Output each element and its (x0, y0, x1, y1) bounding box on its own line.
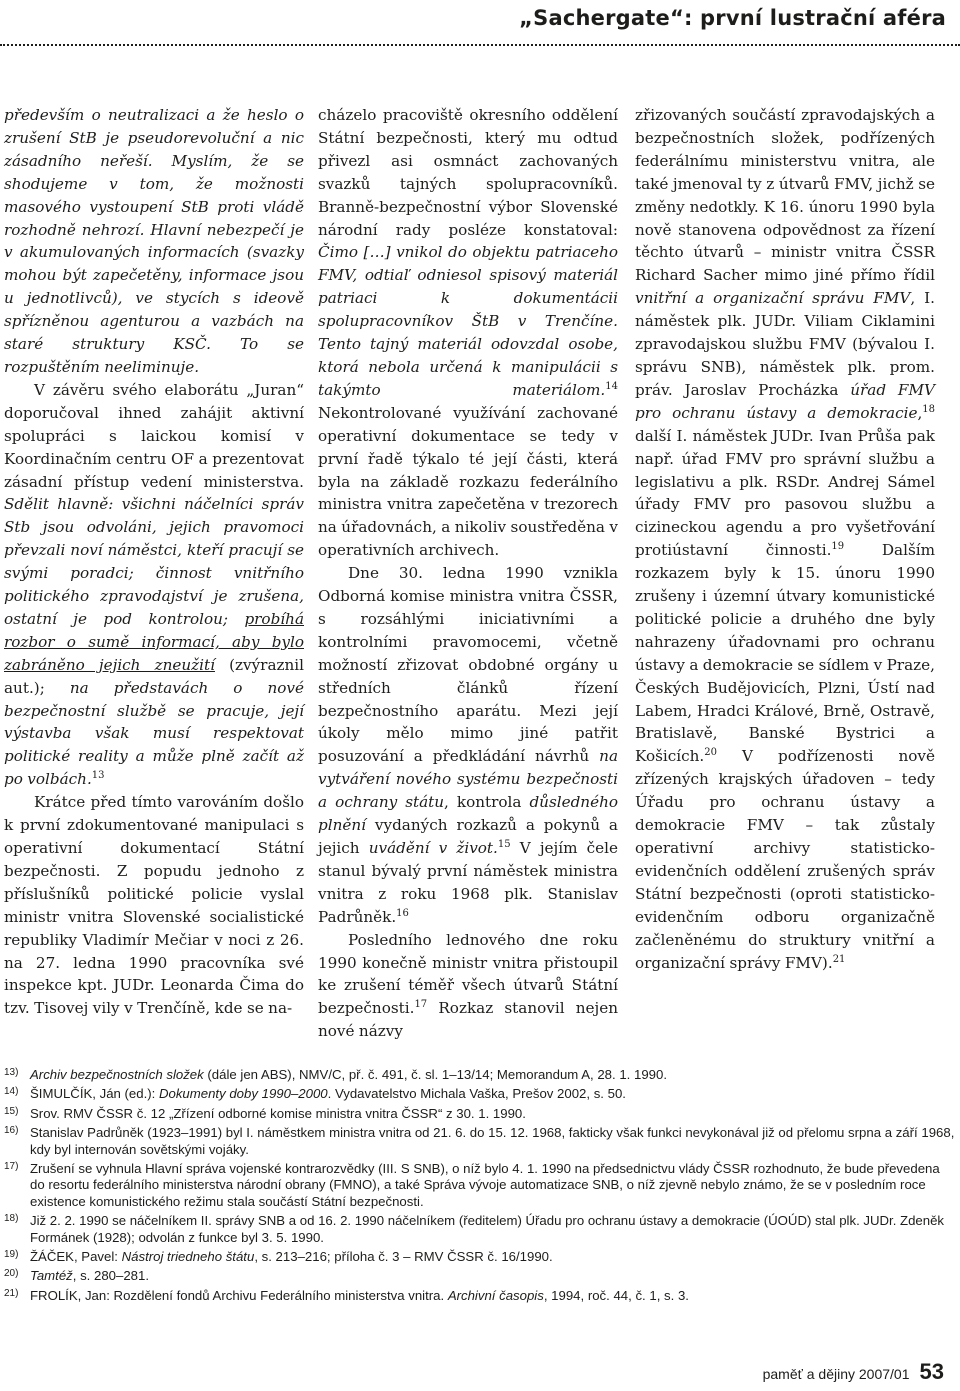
footnote (4, 1288, 956, 1304)
quote-text: Sdělit hlavně: všichni náčelníci správ Stb jsou odvoláni, jejich pravomoci převzali noví náměstci, kteří pracují se svými poradci; činnost vnitřního politického zpravodajství je zrušena, ostatní je pod kontrolou; (4, 495, 304, 628)
footnote-rest: , s. 213–216; příloha č. 3 – RMV ČSSR č. 16/1990. (254, 1249, 553, 1265)
footnote-text: Již 2. 2. 1990 se náčelníkem II. správy SNB a od 16. 2. 1990 náčelníkem (ředitelem) Úřadu pro ochranu ústavy a demokracie (ÚOÚD) stal plk. JUDr. Zdeněk Formánek (1928); odvolán z funkce byl 3. 5. 1990. (30, 1213, 945, 1245)
footnote-rest: , 1994, roč. 44, č. 1, s. 3. (543, 1287, 689, 1303)
paragraph (4, 791, 304, 1020)
quote-text: uvádění v život. (368, 839, 498, 857)
footnote-text (30, 1086, 956, 1102)
footnote-number: 15) (4, 1105, 19, 1117)
footnote-text (30, 1268, 956, 1284)
footnote (4, 1268, 956, 1284)
paragraph (318, 104, 618, 562)
paragraph (635, 104, 935, 974)
footnote-italic: Archivní časopis (447, 1287, 544, 1303)
quote-text: vnitřní a organizační správu FMV (635, 289, 911, 308)
footnote-ref: 18 (922, 403, 935, 415)
text-run: vydaných rozkazů a pokynů a jejich (318, 816, 618, 857)
footnote-ref: 17 (414, 999, 428, 1011)
text-run: Krátce před tímto varováním došlo k první zdokumentované manipulaci s operativní dokumentací Státní bezpečnosti. Z popudu jednoho z příslušníků politické policie vyslal ministr vnitra Slovenské socialistické republiky Vladimír Mečiar v noci z 26. na 27. ledna 1990 pracovníka své inspekce kpt. JUDr. Leonarda Čima do tzv. Tisovej vily v Trenčíně, kde se na- (4, 793, 304, 1018)
quote-text: na představách o nové bezpečnostní službě se pracuje, její výstavba však musí respektovat politické reality a může plně začít až po volbách. (4, 678, 304, 789)
footnote-text: Stanislav Padrůněk (1923–1991) byl I. náměstkem ministra vnitra od 21. 6. do 15. 12. 1968, fakticky však funkci nevykonával již od přelomu srpna a září 1968, kdy byl internován sovětskými vojáky. (30, 1125, 955, 1157)
text-column-3 (635, 104, 935, 974)
text-run: zřizovaných součástí zpravodajských a bezpečnostních složek, podřízených federálnímu ministerstvu vnitra, ale také jmenoval ty z útvarů FMV, jichž se změny nedotkly. K 16. únoru 1990 byla nově stanovena odpovědnost za řízení těchto útvarů – ministr vnitra ČSSR Richard Sacher mimo jiné přímo řídil (635, 106, 935, 285)
text-run: V jejím čele stanul bývalý první náměstek ministra vnitra z roku 1968 plk. Stanislav Padrůněk. (318, 839, 618, 926)
text-run: V závěru svého elaborátu „Juran“ doporučoval ihned zahájit aktivní spolupráci s laickou komisí v Koordinačním centru OF a prezentovat zásadní přístup vedení ministerstva. (4, 380, 304, 491)
quote-text: důsledného plnění (318, 793, 618, 835)
text-column-2 (318, 104, 618, 1043)
text-column-1 (4, 104, 304, 1020)
text-run: Posledního lednového dne roku 1990 konečně ministr vnitra přistoupil ke zrušení téměř všech útvarů Státní bezpečnosti. (318, 930, 618, 1018)
quote-text: především o neutralizaci a že heslo o zrušení StB je pseudorevoluční a nic zásadního neřeší. Myslím, že se shodujeme v tom, že možnosti masového vystoupení StB proti vládě rozhodně nehrozí. Hlavní nebezpečí je v akumulovaných informacích (svazky mohou být zapečetěny, informace jsou u jednotlivců), ve stycích s ideově spřízněnou agenturou a vazbách na staré struktury KSČ. To se rozpuštěním neeliminuje. (4, 106, 304, 376)
footnote-italic: Dokumenty doby 1990–2000 (158, 1086, 328, 1102)
text-run: Nekontrolované využívání zachované operativní dokumentace se tedy v první řadě týkalo té její části, která byla na základě rozkazu federálního ministra vnitra zapečetěna v trezorech na úřadovnách, a nikoliv soustředěna v operativních archivech. (318, 403, 618, 560)
footnote-ref: 16 (396, 907, 409, 919)
footnote-ref: 20 (704, 747, 717, 759)
footnote-ref: 13 (91, 770, 105, 782)
footnote-ref: 21 (832, 953, 846, 965)
footnote (4, 1249, 956, 1265)
footnote-number: 20) (4, 1268, 19, 1280)
footnote-rest: . Vydavatelstvo Michala Vaška, Prešov 2002, s. 50. (327, 1086, 626, 1102)
footnote-rest: (dále jen ABS), NMV/C, př. č. 491, č. sl. 1–13/14; Memorandum A, 28. 1. 1990. (203, 1067, 667, 1082)
footnote-ref: 14 (605, 380, 618, 392)
footnote-number: 18) (4, 1213, 19, 1225)
footnotes (4, 1067, 956, 1307)
footnote (4, 1125, 956, 1158)
footnote-number: 13) (4, 1067, 19, 1078)
footnote-ref: 15 (497, 839, 511, 850)
footnote-number: 16) (4, 1125, 19, 1137)
footnote (4, 1086, 956, 1102)
page-number: 53 (919, 1359, 944, 1384)
footnote-text: Srov. RMV ČSSR č. 12 „Zřízení odborné komise ministra vnitra ČSSR“ z 30. 1. 1990. (30, 1105, 526, 1121)
page-footer (763, 1359, 944, 1385)
footnote-pre: ŠIMULČÍK, Ján (ed.): (30, 1086, 159, 1102)
footnote-italic: Archiv bezpečnostních složek (30, 1067, 204, 1082)
footnote-pre: FROLÍK, Jan: Rozdělení fondů Archivu Federálního ministerstva vnitra. (30, 1287, 448, 1303)
footnote-number: 14) (4, 1086, 19, 1098)
footnote-text (30, 1288, 956, 1304)
footnote (4, 1161, 956, 1210)
footnote-italic: Nástroj triedneho štátu (121, 1249, 255, 1265)
quote-text: úřad FMV pro ochranu ústavy a demokracie (635, 380, 935, 422)
paragraph (4, 104, 304, 379)
text-run: (zvýraznil aut.); (4, 655, 304, 697)
text-run: , I. náměstek plk. JUDr. Viliam Ciklamini zpravodajskou službu FMV (bývalou I. správu SNB), náměstek plk. prom. práv. Jaroslav Procházka (635, 289, 935, 399)
footnote-text: Zrušení se vyhnula Hlavní správa vojenské kontrarozvědky (III. S SNB), o níž bylo 4. 1. 1990 na předsednictvu vlády ČSSR rozhodnuto, že bude převedena do resortu federálního ministerstva národní obrany (FMNO), a také Správa vývoje automatizace SNB, o níž zjevně nebylo známo, že se v posledním roce existence komunistického režimu stala součástí Státní bezpečnosti. (30, 1161, 940, 1209)
footnote-pre: ŽÁČEK, Pavel: (30, 1249, 122, 1265)
magazine-issue: paměť a dějiny 2007/01 (762, 1366, 910, 1382)
footnote-number: 17) (4, 1161, 19, 1173)
text-run: Rozkaz stanovil nejen nové názvy (318, 999, 618, 1041)
text-run: cházelo pracoviště okresního oddělení Státní bezpečnosti, který mu odtud přivezl asi osmnáct zachovaných svazků tajných spolupracovníků. Branně-bezpečnostní výbor Slovenské národní rady posléze konstatoval: (318, 106, 618, 239)
quote-text: Čimo […] vnikol do objektu patriaceho FMV, odtiaľ odniesol spisový materiál patriaci k dokumentácii spolupracovníkov ŠtB v Trenčíne. Tento tajný materiál odovzdal osobe, ktorá nebola určená k manipulácii s takýmto materiálom. (318, 243, 618, 399)
running-header: „Sachergate“: první lustrační aféra (519, 6, 946, 30)
footnote-number: 19) (4, 1249, 19, 1261)
footnote-italic: Tamtéž (30, 1268, 73, 1284)
footnote (4, 1067, 956, 1083)
paragraph (318, 929, 618, 1044)
footnote (4, 1213, 956, 1246)
paragraph (4, 379, 304, 791)
text-run: V podřízenosti nově zřízených krajských úřadoven – tedy Úřadu pro ochranu ústavy a demokracie FMV – tak zůstaly operativní archivy statisticko-evidenčních oddělení zrušených správ Státní bezpečnosti (oproti statisticko-evidenčním odboru organizačně začleněnému do struktury vnitřní a organizační správy FMV). (635, 747, 935, 972)
text-run: další I. náměstek JUDr. Ivan Průša pak např. úřad FMV pro správní službu a legislativu a plk. RSDr. Andrej Sámel úřady FMV pro pasovou službu a cizineckou agendu a pro vyšetřování protiústavní činnosti. (635, 426, 935, 560)
footnote-text (30, 1067, 956, 1083)
paragraph (318, 562, 618, 929)
text-run: , (917, 403, 923, 422)
footnote-number: 21) (4, 1287, 19, 1299)
text-run: , kontrola (444, 793, 530, 812)
footnote-rest: , s. 280–281. (72, 1268, 150, 1284)
footnote-ref: 19 (831, 541, 845, 553)
footnote (4, 1106, 956, 1122)
text-run: Dne 30. ledna 1990 vznikla Odborná komise ministra vnitra ČSSR, s rozsáhlými iniciativními a kontrolními pravomocemi, včetně možností zřizovat obdobné orgány u středních článků řízení bezpečnostního aparátu. Mezi její úkoly mělo mimo jiné patřit posuzování a předkládání návrhů (318, 564, 618, 766)
underlined-quote-text: probíhá rozbor o sumě informací, aby bylo zabráněno jejich zneužití (4, 609, 304, 674)
quote-text: na vytváření nového systému bezpečnosti a ochrany státu (318, 747, 618, 812)
footnote-text (30, 1249, 956, 1265)
text-run: Dalším rozkazem byly k 15. únoru 1990 zrušeny i územní útvary komunistické politické policie a druhého dne byly nahrazeny úřadovnami pro ochranu ústavy a demokracie se sídlem v Praze, Českých Budějovicích, Plzni, Ústí nad Labem, Hradci Králové, Brně, Ostravě, Bratislavě, Banské Bystrici a Košicích. (635, 541, 935, 766)
header-dotted-rule (0, 44, 960, 46)
